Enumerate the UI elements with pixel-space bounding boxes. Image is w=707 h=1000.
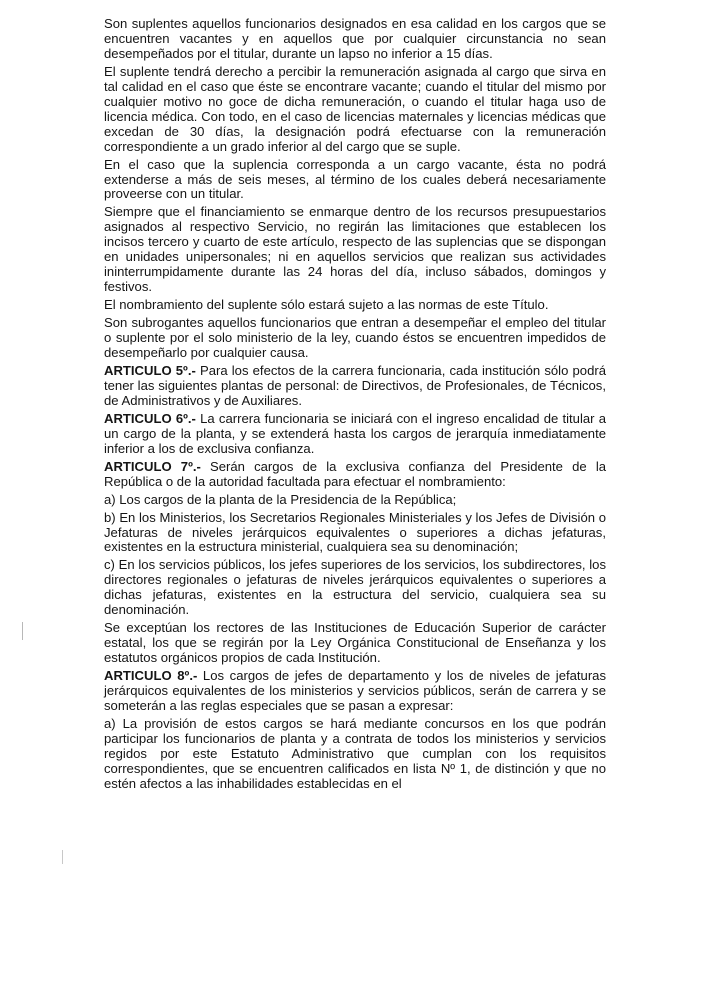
paragraph-text: El suplente tendrá derecho a percibir la remuneración asignada al cargo que sirva en tal calidad en el caso que éste se encontrare vacante; cuando el titular del mismo por cualquier motivo no goce de dicha remuneración, o cuando el titular haga uso de licencia médica. Con todo, en el caso de licencias maternales y licencias médicas que excedan de 30 días, la designación podrá efectuarse con la remuneración correspondiente a un grado inferior al del cargo que se suple.	[104, 63, 606, 154]
paragraph	[104, 65, 606, 155]
article-heading: ARTICULO 6º.-	[104, 410, 196, 426]
article-heading: ARTICULO 8º.-	[104, 668, 198, 684]
paragraph-text: El nombramiento del suplente sólo estará sujeto a las normas de este Título.	[104, 297, 549, 313]
paragraph-text: Son suplentes aquellos funcionarios designados en esa calidad en los cargos que se encuentren vacantes y en aquellos que por cualquier circunstancia no sean desempeñados por el titular, durante un lapso no inferior a 15 días.	[104, 16, 606, 61]
article-heading: ARTICULO 7º.-	[104, 458, 201, 474]
paragraph	[104, 621, 606, 666]
article-8	[104, 669, 606, 714]
paragraph-text: Para los efectos de la carrera funcionaria, cada institución sólo podrá tener las siguientes plantas de personal: de Directivos, de Profesionales, de Técnicos, de Administrativos y de Auxiliares.	[104, 362, 606, 408]
article-5	[104, 364, 606, 409]
article-heading: ARTICULO 5º.-	[104, 362, 196, 378]
paragraph-text: Los cargos de jefes de departamento y los de niveles de jefaturas jerárquicos equivalentes de los ministerios y servicios públicos, serán de carrera y se someterán a las reglas especiales que se pasan a expresar:	[104, 668, 607, 713]
list-item	[104, 511, 606, 556]
paragraph-text: Son subrogantes aquellos funcionarios que entran a desempeñar el empleo del titular o suplente por el solo ministerio de la ley, cuando éstos se encuentren impedidos de desempeñarlo por cualquier causa.	[104, 315, 606, 361]
paragraph-text: a) Los cargos de la planta de la Presidencia de la República;	[104, 491, 457, 507]
paragraph	[104, 316, 606, 361]
paragraph-text: c) En los servicios públicos, los jefes superiores de los servicios, los subdirectores, los directores regionales o jefaturas de niveles jerárquicos equivalentes o superiores a dichas jefaturas, existentes en la estructura del servicio, cualquiera sea su denominación.	[104, 557, 606, 618]
paragraph-text: Se exceptúan los rectores de las Instituciones de Educación Superior de carácter estatal, los que se regirán por la Ley Orgánica Constitucional de Enseñanza y los estatutos orgánicos propios de cada Institución.	[104, 620, 606, 666]
article-6	[104, 412, 606, 457]
paragraph	[104, 205, 606, 295]
paragraph-text: b) En los Ministerios, los Secretarios Regionales Ministeriales y los Jefes de División o Jefaturas de niveles jerárquicos equivalentes o superiores a dichas jefaturas, existentes en la estructura ministerial, cualquiera sea su denominación;	[104, 509, 606, 555]
scan-artifact	[62, 850, 63, 864]
paragraph-text: Serán cargos de la exclusiva confianza del Presidente de la República o de la autoridad facultada para efectuar el nombramiento:	[104, 458, 607, 489]
list-item	[104, 493, 606, 508]
paragraph-text: Siempre que el financiamiento se enmarque dentro de los recursos presupuestarios asignados al respectivo Servicio, no regirán las limitaciones que establecen los incisos tercero y cuarto de este artículo, respecto de las suplencias que se dispongan en unidades unipersonales; ni en aquellos servicios que realizan sus actividades ininterrumpidamente durante las 24 horas del día, incluso sábados, domingos y festivos.	[104, 204, 606, 295]
body-text	[104, 17, 606, 795]
list-item	[104, 717, 606, 792]
paragraph	[104, 158, 606, 203]
paragraph	[104, 298, 606, 313]
paragraph-text: La carrera funcionaria se iniciará con el ingreso encalidad de titular a un cargo de la planta, y se extenderá hasta los cargos de jerarquía inmediatamente inferior a los de exclusiva confianza.	[104, 410, 607, 456]
article-7	[104, 460, 606, 490]
paragraph	[104, 17, 606, 62]
scan-artifact	[22, 622, 23, 640]
paragraph-text: a) La provisión de estos cargos se hará mediante concursos en los que podrán participar los funcionarios de planta y a contrata de todos los ministerios y servicios regidos por este Estatuto Administrativo que cumplan con los requisitos correspondientes, que se encuentren calificados en lista Nº 1, de distinción y que no estén afectos a las inhabilidades establecidas en el	[104, 715, 606, 791]
list-item	[104, 558, 606, 618]
paragraph-text: En el caso que la suplencia corresponda a un cargo vacante, ésta no podrá extenderse a más de seis meses, al término de los cuales deberá necesariamente proveerse con un titular.	[104, 156, 606, 202]
